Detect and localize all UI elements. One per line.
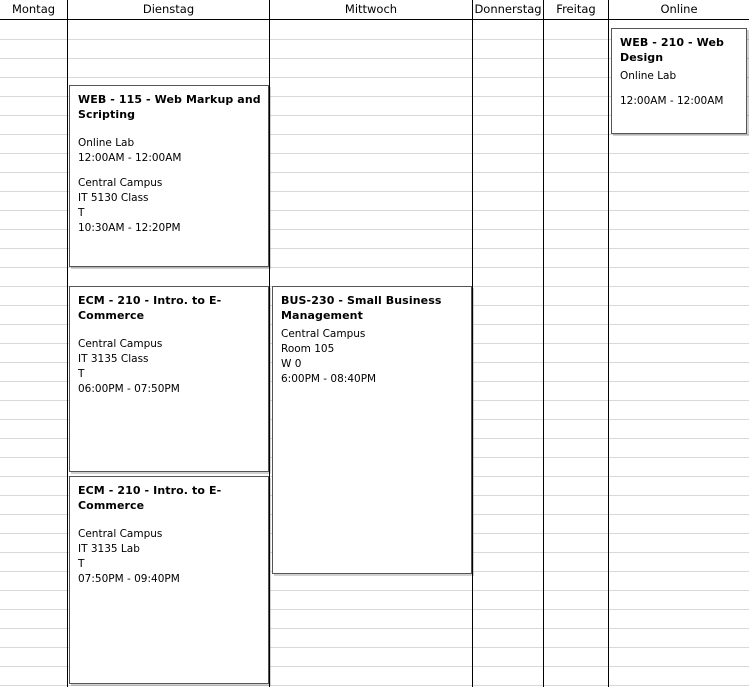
- event-detail-line: 06:00PM - 07:50PM: [78, 383, 180, 395]
- column-header-donnerstag[interactable]: Donnerstag: [473, 0, 544, 19]
- event-detail-line: IT 3135 Class: [78, 353, 149, 365]
- event-ecm-210-intro-to-e-commerce-class[interactable]: [69, 286, 269, 472]
- column-header-montag[interactable]: Montag: [0, 0, 68, 19]
- event-detail-line: Central Campus: [281, 328, 366, 340]
- event-title: WEB - 115 - Web Markup and Scripting: [78, 93, 261, 121]
- grid-column-montag: [0, 20, 68, 687]
- event-spacer: [620, 84, 739, 94]
- event-detail-line: Online Lab: [78, 137, 135, 149]
- event-detail-line: IT 5130 Class: [78, 192, 149, 204]
- event-ecm-210-intro-to-e-commerce-lab[interactable]: [69, 476, 269, 684]
- event-spacer: [78, 327, 261, 337]
- event-web-210-web-design[interactable]: [611, 28, 747, 134]
- calendar-header-row: [0, 0, 749, 20]
- event-detail-line: Room 105: [281, 343, 335, 355]
- event-detail-line: 12:00AM - 12:00AM: [78, 152, 182, 164]
- event-detail-line: T: [78, 368, 85, 380]
- event-detail-line: 10:30AM - 12:20PM: [78, 222, 181, 234]
- event-detail-line: T: [78, 558, 85, 570]
- event-detail-line: T: [78, 207, 85, 219]
- event-spacer: [78, 126, 261, 136]
- event-web-115-web-markup-and-scripting[interactable]: [69, 85, 269, 267]
- event-detail-line: 12:00AM - 12:00AM: [620, 95, 724, 107]
- event-title: ECM - 210 - Intro. to E-Commerce: [78, 294, 222, 322]
- event-detail-line: Central Campus: [78, 338, 163, 350]
- column-header-online[interactable]: Online: [660, 2, 698, 16]
- column-header-freitag[interactable]: Freitag: [544, 0, 609, 19]
- event-detail-line: Central Campus: [78, 177, 163, 189]
- grid-column-donnerstag: [473, 20, 544, 687]
- event-spacer: [78, 166, 261, 176]
- event-spacer: [78, 517, 261, 527]
- event-detail-line: IT 3135 Lab: [78, 543, 140, 555]
- event-title: ECM - 210 - Intro. to E-Commerce: [78, 484, 222, 512]
- event-title: BUS-230 - Small Business Management: [281, 294, 442, 322]
- event-title: WEB - 210 - Web Design: [620, 36, 725, 64]
- event-detail-line: Online Lab: [620, 70, 677, 82]
- event-detail-line: Central Campus: [78, 528, 163, 540]
- column-header-dienstag[interactable]: Dienstag: [68, 0, 270, 19]
- event-bus-230-small-business-management[interactable]: [272, 286, 472, 574]
- event-detail-line: W 0: [281, 358, 302, 370]
- grid-column-freitag: [544, 20, 609, 687]
- event-detail-line: 07:50PM - 09:40PM: [78, 573, 180, 585]
- column-header-mittwoch[interactable]: Mittwoch: [270, 0, 473, 19]
- event-detail-line: 6:00PM - 08:40PM: [281, 373, 377, 385]
